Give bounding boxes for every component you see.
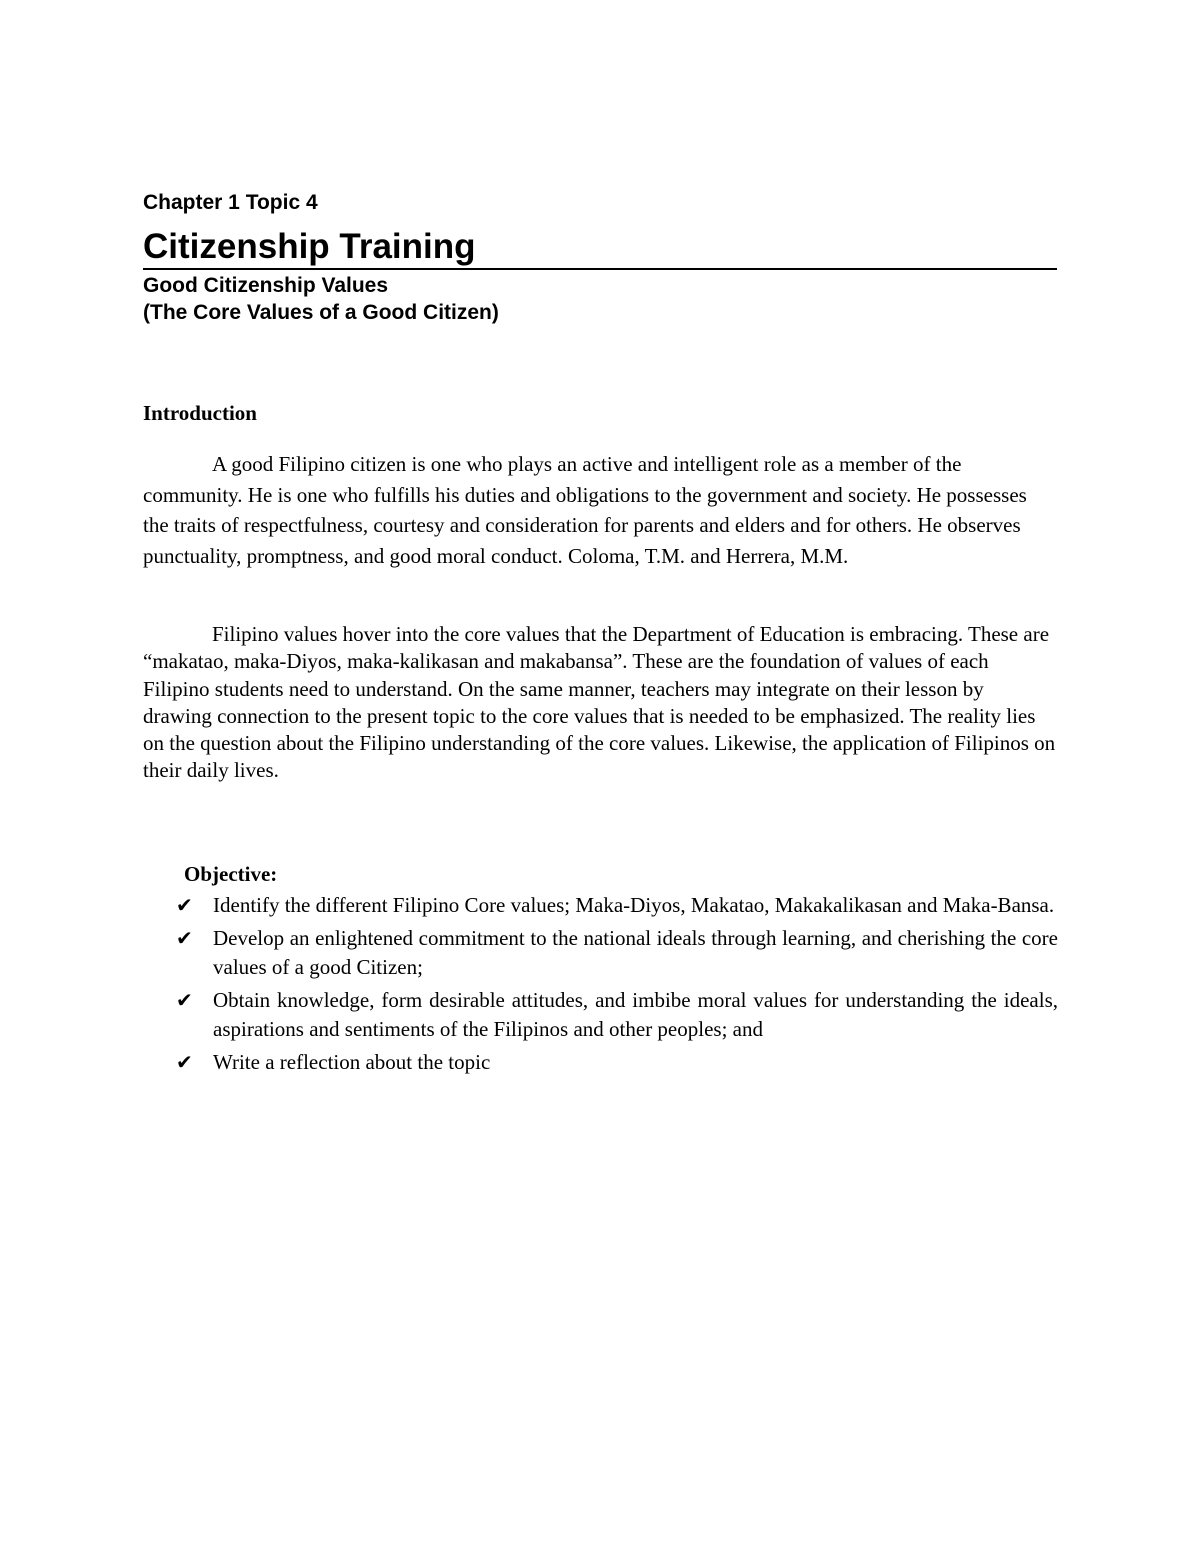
check-icon: ✔ [176, 926, 193, 950]
chapter-label: Chapter 1 Topic 4 [143, 191, 318, 214]
document-title: Citizenship Training [143, 226, 1057, 270]
introduction-paragraph-1: A good Filipino citizen is one who plays an active and intelligent role as a member of the community. He is one who fulfills his duties and obligations to the government and society. He possesses the traits of respectfulness, courtesy and consideration for parents and elders and for others. He observes punctuality, promptness, and good moral conduct. Coloma, T.M. and Herrera, M.M. [143, 452, 1027, 568]
introduction-heading: Introduction [143, 401, 257, 425]
objective-item-text: Write a reflection about the topic [213, 1050, 491, 1074]
check-icon: ✔ [176, 988, 193, 1012]
objective-item [176, 986, 1058, 1044]
document-subtitle: Good Citizenship Values [143, 274, 389, 297]
objective-item-text: Identify the different Filipino Core values; Maka-Diyos, Makatao, Makakalikasan and Maka-Bansa. [213, 893, 1055, 917]
check-icon: ✔ [176, 893, 193, 917]
introduction-paragraph-2: Filipino values hover into the core values that the Department of Education is embracing. These are “makatao, maka-Diyos, maka-kalikasan and makabansa”. These are the foundation of values of each Filipino students need to understand. On the same manner, teachers may integrate on their lesson by drawing connection to the present topic to the core values that is needed to be emphasized. The reality lies on the question about the Filipino understanding of the core values. Likewise, the application of Filipinos on their daily lives. [143, 622, 1056, 783]
objective-item [176, 1048, 1058, 1077]
document-subtitle-secondary: (The Core Values of a Good Citizen) [143, 301, 499, 324]
objective-heading: Objective: [184, 862, 278, 886]
objective-item [176, 891, 1058, 920]
check-icon: ✔ [176, 1050, 193, 1074]
objective-item-text: Obtain knowledge, form desirable attitudes, and imbibe moral values for understanding the ideals, aspirations and sentiments of the Filipinos and other peoples; and [213, 988, 1058, 1041]
objective-item-text: Develop an enlightened commitment to the national ideals through learning, and cherishing the core values of a good Citizen; [213, 926, 1058, 979]
objective-item [176, 924, 1058, 982]
objective-list [176, 891, 1058, 1081]
